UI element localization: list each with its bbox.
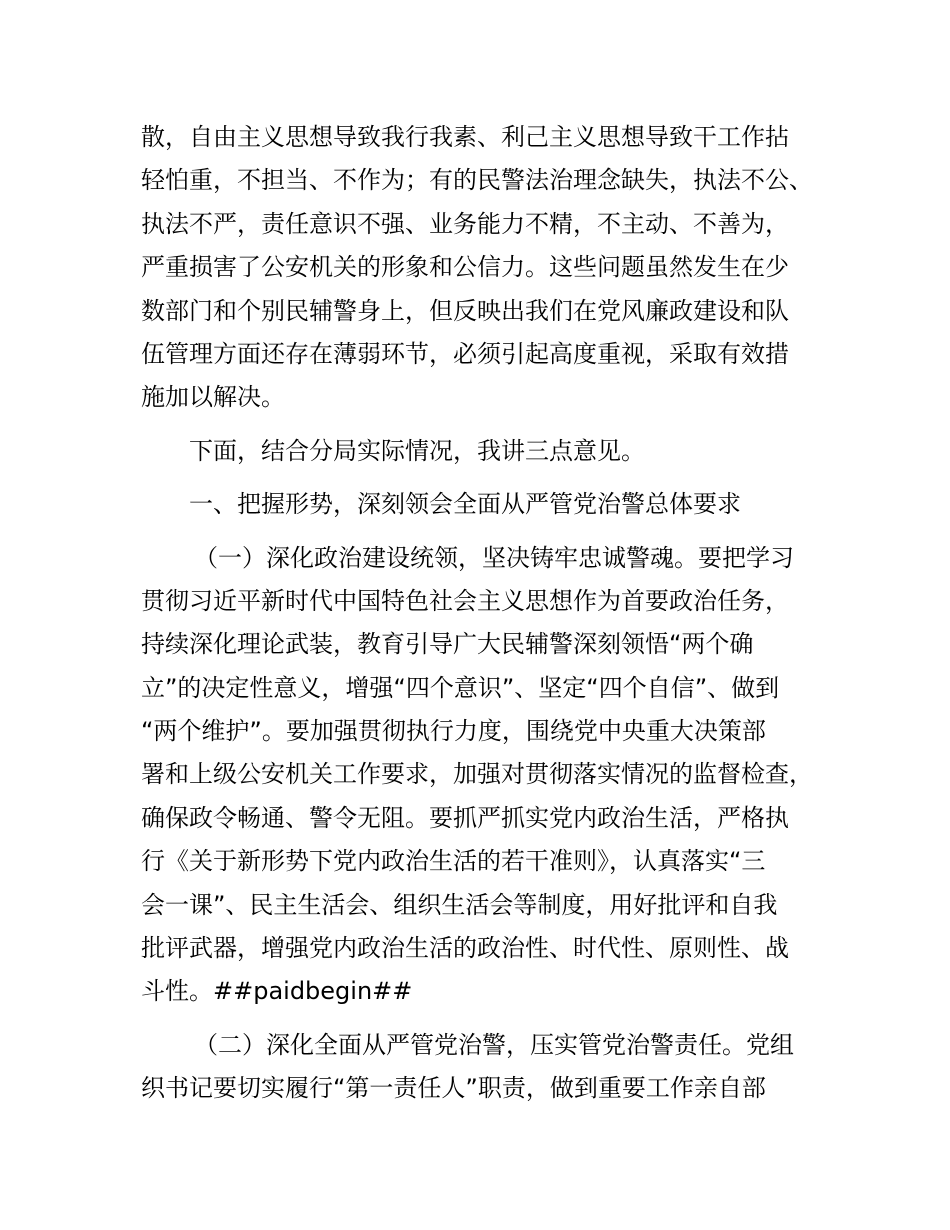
- paragraph-gap: [141, 1014, 841, 1024]
- text-line: 严重损害了公安机关的形象和公信力。这些问题虽然发生在少: [141, 253, 789, 282]
- paragraph-gap: [141, 473, 841, 483]
- paragraph-gap: [141, 527, 841, 537]
- text-line: 执法不严，责任意识不强、业务能力不精，不主动、不善为，: [141, 209, 789, 238]
- text-line: 确保政令畅通、警令无阻。要抓严抓实党内政治生活，严格执: [141, 803, 789, 832]
- section-heading-1: [141, 483, 841, 526]
- text-line: 施加以解决。: [141, 383, 285, 412]
- text-line: 持续深化理论武装，教育引导广大民辅警深刻领悟“两个确: [141, 630, 754, 659]
- text-line: 轻怕重，不担当、不作为；有的民警法治理念缺失，执法不公、: [141, 166, 813, 195]
- text-line: 行《关于新形势下党内政治生活的若干准则》，认真落实“三: [141, 847, 766, 876]
- document-body: [141, 116, 841, 1111]
- paragraph-3: [141, 537, 841, 1014]
- paragraph-gap: [141, 420, 841, 430]
- text-line: 会一课”、民主生活会、组织生活会等制度，用好批评和自我: [141, 890, 778, 919]
- section-heading: 一、把握形势，深刻领会全面从严管党治警总体要求: [189, 490, 741, 519]
- text-line: 下面，结合分局实际情况，我讲三点意见。: [189, 436, 645, 465]
- paragraph-1: [141, 116, 841, 420]
- text-line: 立”的决定性意义，增强“四个意识”、坚定“四个自信”、做到: [141, 673, 780, 702]
- text-line: 数部门和个别民辅警身上，但反映出我们在党风廉政建设和队: [141, 296, 789, 325]
- paragraph-4: [141, 1024, 841, 1111]
- text-line: 伍管理方面还存在薄弱环节，必须引起高度重视，采取有效措: [141, 339, 789, 368]
- text-line: （二）深化全面从严管党治警，压实管党治警责任。党组: [194, 1030, 794, 1059]
- text-line: “两个维护”。要加强贯彻执行力度，围绕党中央重大决策部: [141, 717, 766, 746]
- text-line: 署和上级公安机关工作要求，加强对贯彻落实情况的监督检查，: [141, 760, 813, 789]
- text-line: 批评武器，增强党内政治生活的政治性、时代性、原则性、战: [141, 934, 789, 963]
- text-line: 贯彻习近平新时代中国特色社会主义思想作为首要政治任务，: [141, 586, 789, 615]
- text-line: 斗性。##paidbegin##: [141, 977, 413, 1006]
- text-line: 散，自由主义思想导致我行我素、利己主义思想导致干工作拈: [141, 123, 789, 151]
- text-line: 织书记要切实履行“第一责任人”职责，做到重要工作亲自部: [141, 1074, 766, 1103]
- text-line: （一）深化政治建设统领，坚决铸牢忠诚警魂。要把学习: [194, 543, 794, 572]
- paragraph-2: [141, 430, 841, 473]
